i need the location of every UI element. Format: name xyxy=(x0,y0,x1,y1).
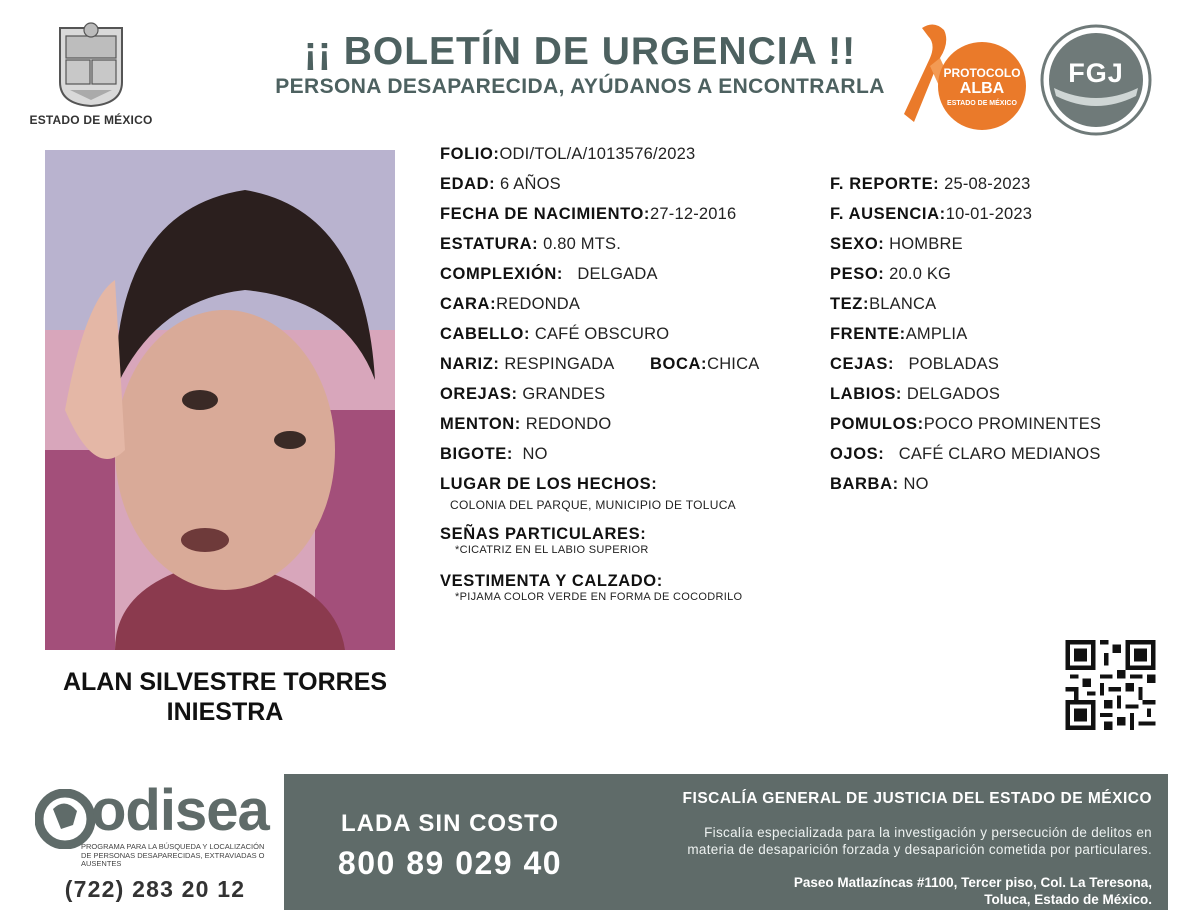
field-label: F. REPORTE: xyxy=(830,175,940,193)
field-value: 0.80 MTS. xyxy=(543,235,621,253)
field-label: PESO: xyxy=(830,265,885,283)
field-value: NO xyxy=(903,475,929,493)
field-label: SEXO: xyxy=(830,235,885,253)
field-label: FOLIO: xyxy=(440,145,500,163)
field-value: HOMBRE xyxy=(889,235,963,253)
field-value: REDONDA xyxy=(496,295,581,313)
person-photo-illustration xyxy=(45,150,395,650)
protocolo-alba-logo xyxy=(900,22,1030,132)
section-senas-label: SEÑAS PARTICULARES: xyxy=(440,525,647,543)
field-value: POBLADAS xyxy=(908,355,1000,373)
field-menton xyxy=(440,415,611,434)
field-tez xyxy=(830,295,936,314)
alba-line-3: ESTADO DE MÉXICO xyxy=(947,100,1017,107)
addr-line-1: Paseo Matlazíncas #1100, Tercer piso, Col. La Teresona, xyxy=(793,875,1152,890)
qr-code[interactable] xyxy=(1065,640,1156,730)
field-value: CAFÉ CLARO MEDIANOS xyxy=(898,445,1101,463)
fgj-label: FGJ xyxy=(1068,58,1124,88)
field-label: OREJAS: xyxy=(440,385,518,403)
field-pomulos xyxy=(830,415,1101,434)
field-orejas xyxy=(440,385,605,404)
field-value: BLANCA xyxy=(869,295,937,313)
odisea-logo xyxy=(35,778,275,868)
field-label: CABELLO: xyxy=(440,325,531,343)
field-label: CARA: xyxy=(440,295,497,313)
bulletin-subtitle: PERSONA DESAPARECIDA, AYÚDANOS A ENCONTRARLA xyxy=(275,75,885,98)
field-value: 27-12-2016 xyxy=(650,205,737,223)
field-value: GRANDES xyxy=(522,385,606,403)
field-folio xyxy=(440,145,695,164)
field-label: BARBA: xyxy=(830,475,899,493)
field-ojos xyxy=(830,445,1101,464)
field-fecha-nacimiento xyxy=(440,205,736,224)
local-phone-number[interactable]: (722) 283 20 12 xyxy=(64,876,246,902)
field-cejas xyxy=(830,355,999,374)
field-estatura xyxy=(440,235,621,254)
field-boca xyxy=(650,355,759,374)
field-value: ODI/TOL/A/1013576/2023 xyxy=(499,145,696,163)
field-value: DELGADOS xyxy=(906,385,1001,403)
field-label: FECHA DE NACIMIENTO: xyxy=(440,205,650,223)
odisea-wordmark: odisea xyxy=(91,778,269,843)
alba-line-2: ALBA xyxy=(959,80,1005,97)
field-value: 10-01-2023 xyxy=(945,205,1033,223)
field-value: CAFÉ OBSCURO xyxy=(534,325,670,343)
field-value: AMPLIA xyxy=(905,325,968,343)
fgj-seal xyxy=(1040,24,1152,136)
field-peso xyxy=(830,265,951,284)
field-label: BIGOTE: xyxy=(440,445,513,463)
field-value: NO xyxy=(522,445,548,463)
missing-person-name xyxy=(30,667,420,727)
field-label: LABIOS: xyxy=(830,385,903,403)
lada-sin-costo-label: LADA SIN COSTO xyxy=(340,810,559,837)
desc-line-1: Fiscalía especializada para la investigación y persecución de delitos en xyxy=(704,825,1152,840)
alba-line-1: PROTOCOLO xyxy=(943,66,1021,80)
estado-de-mexico-coat-of-arms xyxy=(52,20,130,108)
addr-line-2: Toluca, Estado de México. xyxy=(984,892,1152,907)
field-value: RESPINGADA xyxy=(504,355,615,373)
field-value: 20.0 KG xyxy=(889,265,952,283)
fiscalia-title: FISCALÍA GENERAL DE JUSTICIA DEL ESTADO DE MÉXICO xyxy=(682,790,1152,807)
field-label: POMULOS: xyxy=(830,415,924,433)
field-label: EDAD: xyxy=(440,175,496,193)
field-cara xyxy=(440,295,580,314)
odisea-pin-icon xyxy=(35,789,95,849)
field-label: MENTON: xyxy=(440,415,521,433)
section-lugar-label: LUGAR DE LOS HECHOS: xyxy=(440,475,658,493)
field-cabello xyxy=(440,325,669,344)
field-label: FRENTE: xyxy=(830,325,906,343)
field-value: REDONDO xyxy=(525,415,612,433)
odisea-caption: PROGRAMA PARA LA BÚSQUEDA Y LOCALIZACIÓN DE PERSONAS DESAPARECIDAS, EXTRAVIADAS O AUSENTES xyxy=(81,842,265,868)
section-senas-value: *CICATRIZ EN EL LABIO SUPERIOR xyxy=(455,544,649,556)
name-line-1: ALAN SILVESTRE TORRES xyxy=(62,668,388,696)
field-sexo xyxy=(830,235,963,254)
field-value: POCO PROMINENTES xyxy=(923,415,1102,433)
field-barba xyxy=(830,475,929,494)
fiscalia-description xyxy=(600,824,1152,858)
field-edad xyxy=(440,175,561,194)
field-value: DELGADA xyxy=(577,265,658,283)
bulletin-title: ¡¡ BOLETÍN DE URGENCIA !! xyxy=(303,30,857,73)
field-label: BOCA: xyxy=(650,355,708,373)
name-line-2: INIESTRA xyxy=(166,698,284,726)
desc-line-2: materia de desaparición forzada y desaparición cometida por particulares. xyxy=(687,842,1152,857)
field-fecha-ausencia xyxy=(830,205,1032,224)
field-complexion xyxy=(440,265,658,284)
section-lugar-value: COLONIA DEL PARQUE, MUNICIPIO DE TOLUCA xyxy=(450,498,736,512)
field-bigote xyxy=(440,445,548,464)
missing-person-photo xyxy=(45,150,395,650)
section-vestimenta-label: VESTIMENTA Y CALZADO: xyxy=(440,572,663,590)
field-labios xyxy=(830,385,1000,404)
field-label: OJOS: xyxy=(830,445,885,463)
field-label: F. AUSENCIA: xyxy=(830,205,946,223)
field-label: NARIZ: xyxy=(440,355,500,373)
field-label: CEJAS: xyxy=(830,355,895,373)
toll-free-number[interactable]: 800 89 029 40 xyxy=(337,845,563,881)
field-fecha-reporte xyxy=(830,175,1030,194)
fiscalia-address xyxy=(600,874,1152,908)
field-label: ESTATURA: xyxy=(440,235,539,253)
field-nariz xyxy=(440,355,615,374)
field-value: CHICA xyxy=(707,355,760,373)
field-value: 6 AÑOS xyxy=(500,175,561,193)
estado-de-mexico-label: ESTADO DE MÉXICO xyxy=(29,113,153,127)
section-vestimenta-value: *PIJAMA COLOR VERDE EN FORMA DE COCODRILO xyxy=(455,591,743,603)
field-value: 25-08-2023 xyxy=(944,175,1031,193)
field-label: COMPLEXIÓN: xyxy=(440,265,564,283)
field-label: TEZ: xyxy=(830,295,870,313)
field-frente xyxy=(830,325,967,344)
